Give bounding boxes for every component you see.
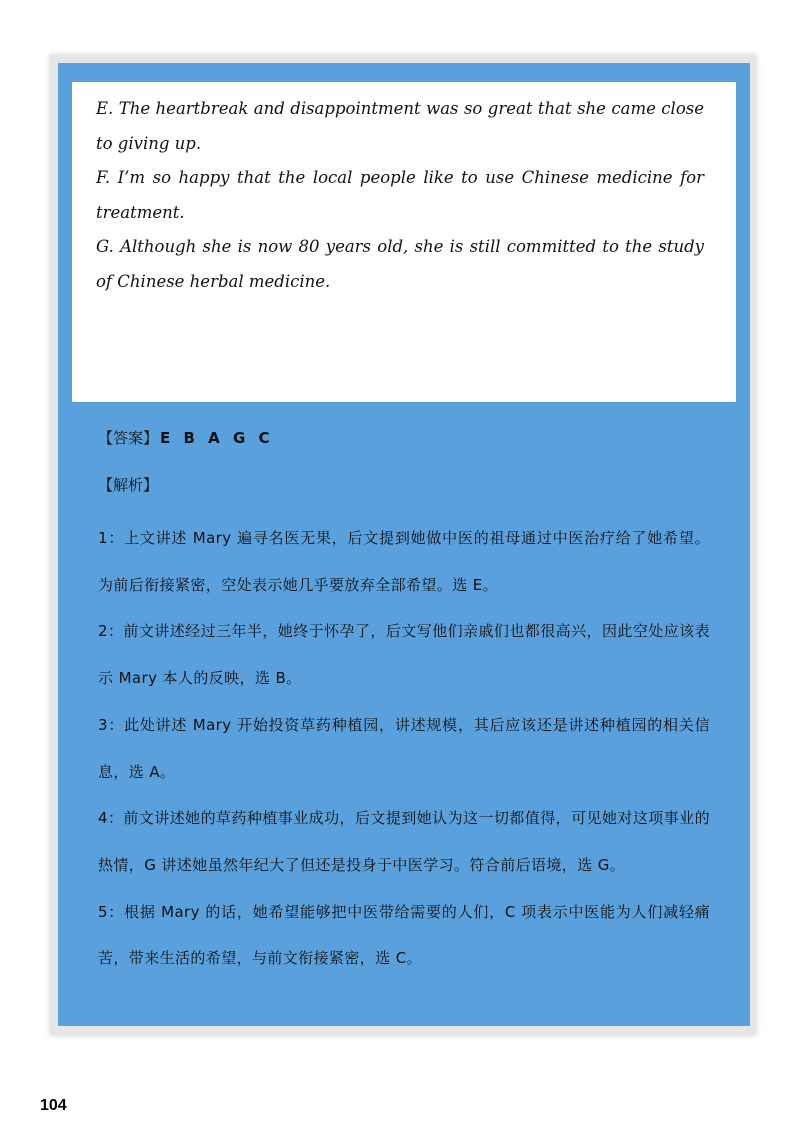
answer-value: E B A G C — [160, 429, 274, 447]
analysis-item-3: 3：此处讲述 Mary 开始投资草药种植园，讲述规模，其后应该还是讲述种植园的相关信息，选 A。 — [98, 715, 710, 781]
page-number: 104 — [40, 1097, 67, 1114]
analysis-title: 【解析】 — [98, 476, 159, 494]
options-panel — [72, 82, 736, 402]
answer-label: 【答案】 — [98, 429, 159, 447]
answer-line — [98, 426, 710, 450]
option-e: E. The heartbreak and disappointment was so great that she came close to giving up. — [96, 99, 704, 153]
analysis-item-2: 2：前文讲述经过三年半，她终于怀孕了，后文写他们亲戚们也都很高兴，因此空处应该表示 Mary 本人的反映，选 B。 — [98, 622, 710, 688]
analysis-item-4: 4：前文讲述她的草药种植事业成功，后文提到她认为这一切都值得，可见她对这项事业的热情，G 讲述她虽然年纪大了但还是投身于中医学习。符合前后语境，选 G。 — [98, 809, 710, 874]
option-g: G. Although she is now 80 years old, she is still committed to the study of Chinese herbal medicine. — [96, 237, 704, 291]
analysis-item-5: 5：根据 Mary 的话，她希望能够把中医带给需要的人们，C 项表示中医能为人们减轻痛苦，带来生活的希望，与前文衔接紧密，选 C。 — [98, 902, 710, 968]
analysis-item-1: 1：上文讲述 Mary 遍寻名医无果，后文提到她做中医的祖母通过中医治疗给了她希望。为前后衔接紧密，空处表示她几乎要放弃全部希望。选 E。 — [98, 529, 710, 594]
answer-section — [98, 426, 710, 982]
option-f: F. I’m so happy that the local people like to use Chinese medicine for treatment. — [96, 168, 704, 222]
